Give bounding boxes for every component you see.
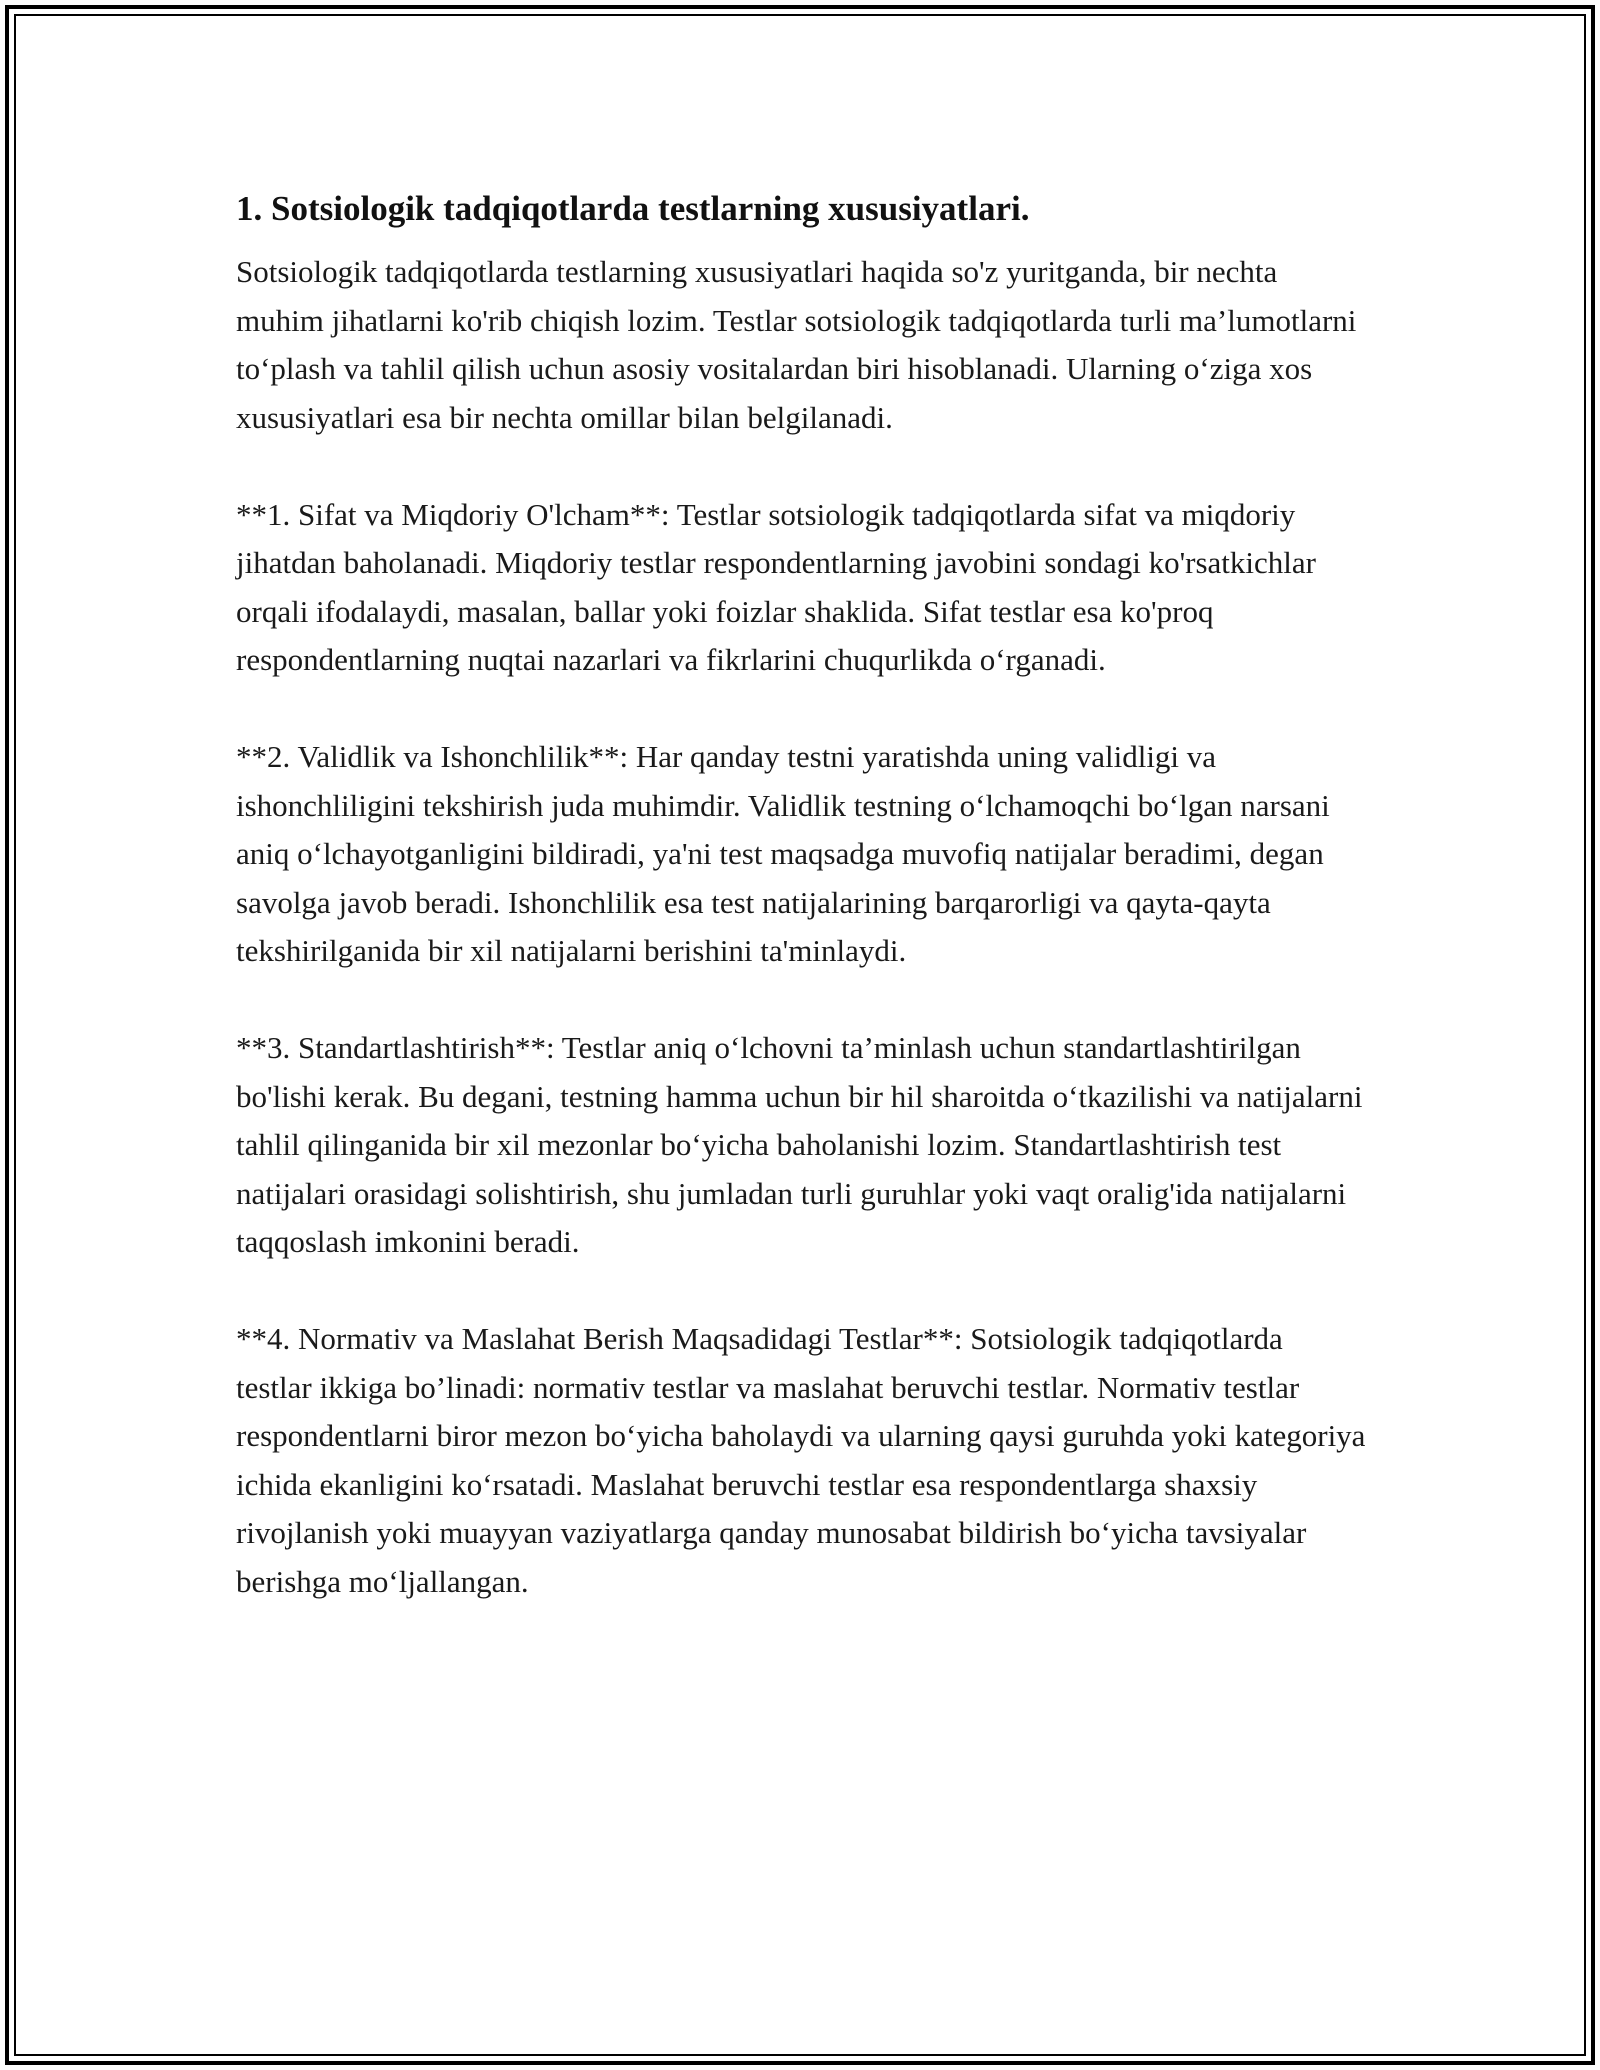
paragraph-validity-reliability: **2. Validlik va Ishonchlilik**: Har qanday testni yaratishda uning validligi va ishonchliligini tekshirish juda muhimdir. Validlik testning o‘lchamoqchi bo‘lgan narsani aniq o‘lchayotganligini bildiradi, ya'ni test maqsadga muvofiq natijalar beradimi, degan savolga javob beradi. Ishonchlilik esa test natijalarining barqarorligi va qayta-qayta tekshirilganida bir xil natijalarni berishini ta'minlaydi. [236,739,1330,968]
section-heading: 1. Sotsiologik tadqiqotlarda testlarning xususiyatlari. [236,189,1030,228]
paragraph-standardization: **3. Standartlashtirish**: Testlar aniq o‘lchovni ta’minlash uchun standartlashtirilgan bo'lishi kerak. Bu degani, testning hamma uchun bir hil sharoitda o‘tkazilishi va natijalarni tahlil qilinganida bir xil mezonlar bo‘yicha baholanishi lozim. Standartlashtirish test natijalari orasidagi solishtirish, shu jumladan turli guruhlar yoki vaqt oralig'ida natijalarni taqqoslash imkonini beradi. [236,1030,1363,1259]
paragraph-quality-quantity: **1. Sifat va Miqdoriy O'lcham**: Testlar sotsiologik tadqiqotlarda sifat va miqdoriy jihatdan baholanadi. Miqdoriy testlar respondentlarning javobini sondagi ko'rsatkichlar orqali ifodalaydi, masalan, ballar yoki foizlar shaklida. Sifat testlar esa ko'proq respondentlarning nuqtai nazarlari va fikrlarini chuqurlikda o‘rganadi. [236,496,1316,677]
document-body [236,186,1366,1655]
paragraph-normative-advisory: **4. Normativ va Maslahat Berish Maqsadidagi Testlar**: Sotsiologik tadqiqotlarda testlar ikkiga bo’linadi: normativ testlar va maslahat beruvchi testlar. Normativ testlar respondentlarni biror mezon bo‘yicha baholaydi va ularning qaysi guruhda yoki kategoriya ichida ekanligini ko‘rsatadi. Maslahat beruvchi testlar esa respondentlarga shaxsiy rivojlanish yoki muayyan vaziyatlarga qanday munosabat bildirish bo‘yicha tavsiyalar berishga mo‘ljallangan. [236,1321,1366,1599]
paragraph-intro: Sotsiologik tadqiqotlarda testlarning xususiyatlari haqida so'z yuritganda, bir nechta muhim jihatlarni ko'rib chiqish lozim. Testlar sotsiologik tadqiqotlarda turli ma’lumotlarni to‘plash va tahlil qilish uchun asosiy vositalardan biri hisoblanadi. Ularning o‘ziga xos xususiyatlari esa bir nechta omillar bilan belgilanadi. [236,254,1357,435]
